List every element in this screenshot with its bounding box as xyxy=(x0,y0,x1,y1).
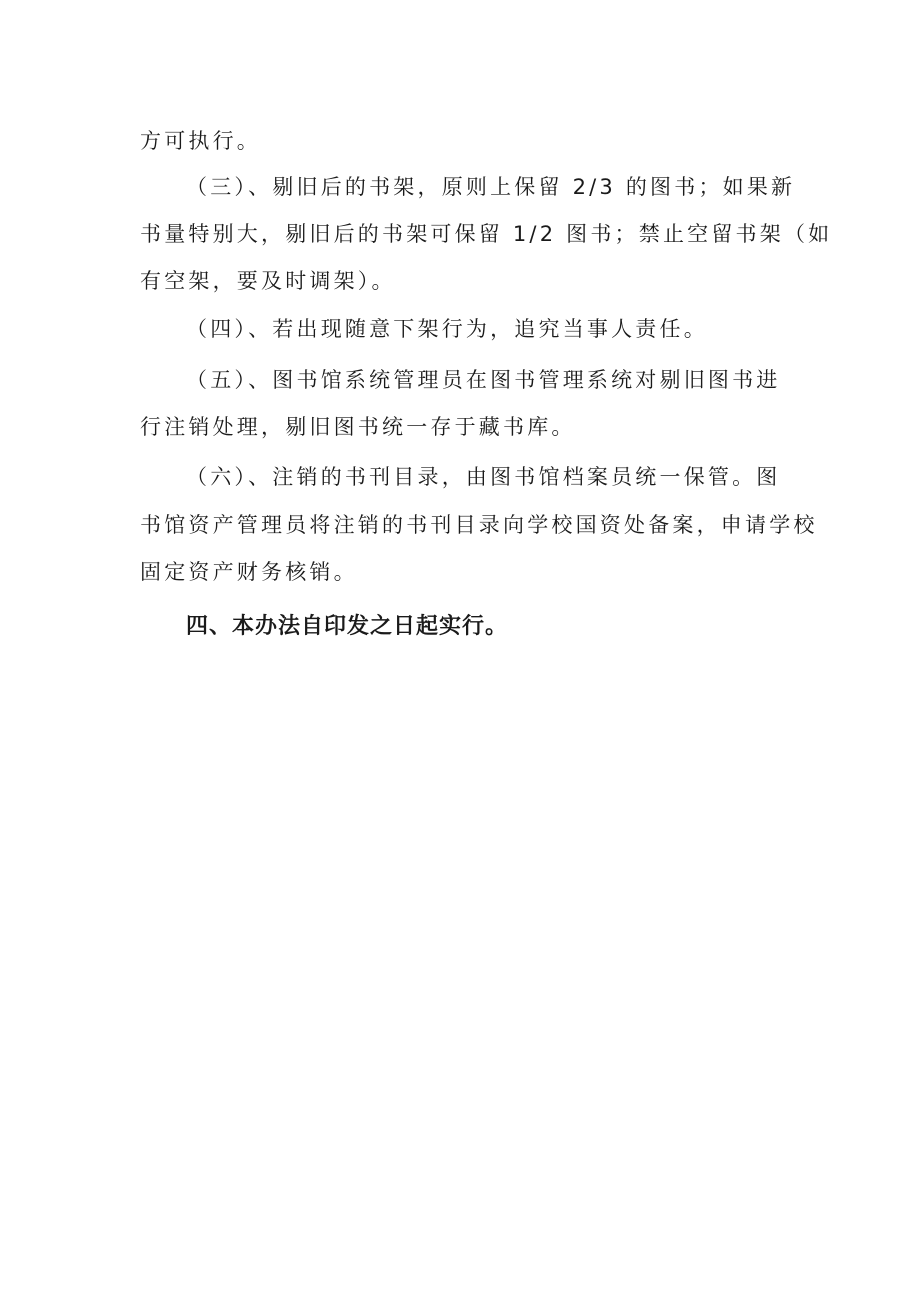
paragraph-six-line-1: （六）、注销的书刊目录，由图书馆档案员统一保管。图 xyxy=(186,465,781,489)
paragraph-five-line-2: 行注销处理，剔旧图书统一存于藏书库。 xyxy=(140,415,576,439)
paragraph-three-line-2: 书量特别大，剔旧后的书架可保留 1/2 图书；禁止空留书架（如 xyxy=(140,222,833,246)
paragraph-three-line-1: （三）、剔旧后的书架，原则上保留 2/3 的图书；如果新 xyxy=(186,175,796,199)
text-line: 方可执行。 xyxy=(140,129,261,153)
paragraph-four-line-1: （四）、若出现随意下架行为，追究当事人责任。 xyxy=(186,317,708,341)
paragraph-three-line-3: 有空架，要及时调架）。 xyxy=(140,269,396,293)
paragraph-five-line-1: （五）、图书馆系统管理员在图书管理系统对剔旧图书进 xyxy=(186,368,781,392)
section-four-heading: 四、本办法自印发之日起实行。 xyxy=(186,614,509,639)
paragraph-six-line-3: 固定资产财务核销。 xyxy=(140,560,358,584)
paragraph-six-line-2: 书馆资产管理员将注销的书刊目录向学校国资处备案，申请学校 xyxy=(140,513,818,537)
